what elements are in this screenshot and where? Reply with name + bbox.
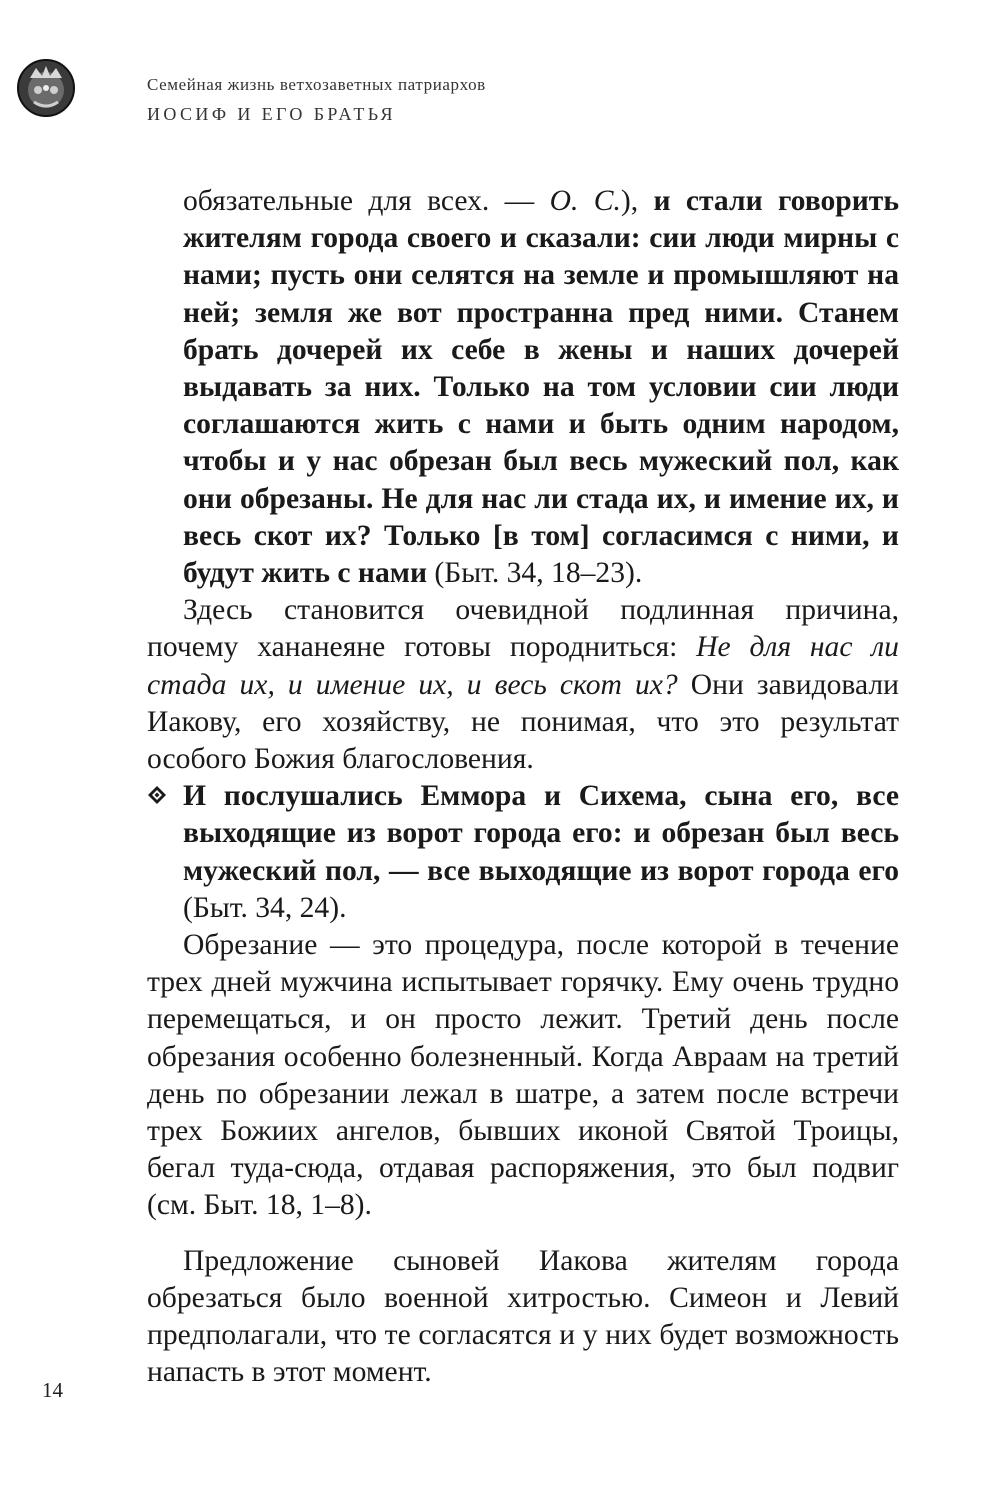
running-head xyxy=(147,76,486,123)
circumcision-paragraph: Обрезание — это процедура, после которой в течение трех дней мужчина испытывает горячку. Ему очень трудно перемещаться, и он просто лежит. Третий день после обрезания особенно болезненный. Когда Авраам на третий день по обрезании лежал в шатре, а затем после встречи трех Божиих ангелов, бывших иконой Святой Троицы, бегал туда-сюда, отдавая распоряжения, это был подвиг (см. Быт. 18, 1–8). xyxy=(147,929,899,1222)
scripture-verse-paragraph xyxy=(147,778,899,927)
commentary-plain-end: Они завидовали Иакову, его хозяйству, не понимая, что это результат особого Божия благословения. xyxy=(147,668,900,776)
quote-plain-mid: ), xyxy=(620,185,654,217)
series-emblem-icon xyxy=(16,58,76,118)
commentary-plain-start: Здесь становится очевидной подлинная причина, почему хананеяне готовы породниться: xyxy=(147,594,899,664)
verse-bold-text: И послушались Еммора и Сихема, сына его, все выходящие из ворот города его: и обрезан был весь мужеский пол, — все выходящие из ворот города его xyxy=(183,780,899,887)
verse-reference: (Быт. 34, 24). xyxy=(183,891,347,924)
page-body xyxy=(147,183,899,1392)
quote-reference: (Быт. 34, 18–23). xyxy=(427,557,643,590)
chapter-title: ИОСИФ И ЕГО БРАТЬЯ xyxy=(147,104,396,124)
scripture-quote-paragraph xyxy=(147,183,899,592)
diamond-bullet-icon xyxy=(147,785,167,805)
commentary-italic-quote: Не для нас ли стада их, и имение их, и весь скот их? xyxy=(147,631,899,701)
page-number: 14 xyxy=(42,1378,63,1402)
quote-author-initials: О. С. xyxy=(549,185,621,217)
commentary-paragraph xyxy=(147,592,899,778)
military-ruse-paragraph: Предложение сыновей Иакова жителям города обрезаться было военной хитростью. Симеон и Левий предполагали, что те согласятся и у них будет возможность напасть в этот момент. xyxy=(147,1244,899,1389)
quote-plain-start: обязательные для всех. — xyxy=(183,185,550,217)
quote-bold-text: и стали говорить жителям города своего и сказали: сии люди мирны с нами; пусть они селятся на земле и промышляют на ней; земля же вот пространна пред ними. Станем брать дочерей их себе в жены и наших дочерей выдавать за них. Только на том условии сии люди соглашаются жить с нами и быть одним народом, чтобы и у нас обрезан был весь мужеский пол, как они обрезаны. Не для нас ли стада их, и имение их, и весь скот их? Только [в том] согласимся с ними, и будут жить с нами xyxy=(183,185,899,590)
series-title: Семейная жизнь ветхозаветных патриархов xyxy=(147,75,486,94)
